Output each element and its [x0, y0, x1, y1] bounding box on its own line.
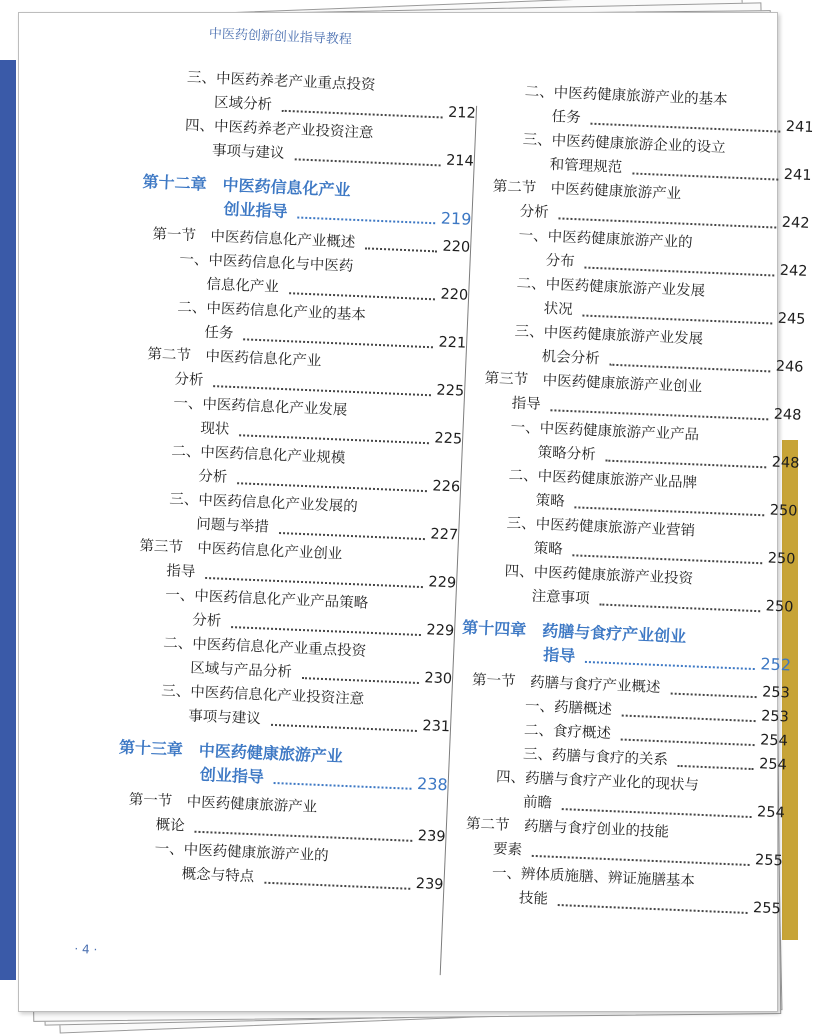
- toc-page-number: 250: [769, 502, 798, 520]
- toc-page-number: 252: [760, 654, 792, 675]
- toc-page-number: 245: [777, 310, 806, 328]
- toc-page-number: 253: [761, 684, 791, 702]
- toc-entry-title: 三、中医药信息化产业投资注意: [160, 683, 365, 708]
- toc-entry-title-continued: 创业指导: [223, 199, 288, 222]
- toc-entry-title-continued: 事项与建议: [187, 708, 262, 728]
- toc-entry-title-continued: 注意事项: [531, 588, 590, 608]
- toc-entry-title: 三、中医药健康旅游产业营销: [506, 515, 696, 540]
- toc-page-number: 212: [447, 104, 477, 122]
- dot-leader: [609, 364, 770, 373]
- dot-leader: [678, 765, 754, 770]
- toc-page-number: 254: [758, 756, 788, 774]
- page-folio: · 4 ·: [74, 941, 98, 957]
- toc-entry-title: 三、中医药健康旅游产业发展: [514, 323, 704, 348]
- toc-entry-title-continued: 概论: [155, 817, 186, 835]
- dot-leader: [301, 677, 419, 684]
- toc-entry-title-continued: 机会分析: [541, 348, 600, 368]
- toc-entry-title: 三、中医药养老产业重点投资: [186, 69, 376, 94]
- toc-chapter-entry: [461, 616, 793, 678]
- toc-entry-title-continued: 状况: [543, 300, 573, 319]
- toc-page-number: 219: [440, 208, 472, 229]
- toc-entry-title: 四、药膳与食疗产业化的现状与: [495, 769, 700, 794]
- toc-page-number: 214: [445, 152, 475, 170]
- toc-entry-title: 一、药膳概述: [524, 698, 613, 719]
- toc-entry-title-continued: 区域分析: [213, 94, 273, 114]
- toc-left-column: [118, 66, 477, 897]
- toc-page-number: 246: [775, 358, 804, 376]
- toc-entry-title-continued: 问题与举措: [196, 516, 270, 536]
- toc-entry-title: 二、中医药信息化产业的基本: [177, 299, 367, 324]
- toc-entry-title-continued: 要素: [492, 841, 523, 859]
- toc-entry-title-continued: 任务: [551, 109, 582, 127]
- toc-entry-title: 二、食疗概述: [523, 722, 612, 743]
- dot-leader: [605, 460, 766, 469]
- toc-entry-title: 第三节 中医药信息化产业创业: [139, 538, 343, 563]
- toc-entry-title: 二、中医药健康旅游产业发展: [516, 275, 706, 300]
- toc-page-number: 254: [759, 732, 789, 750]
- toc-entry-title-continued: 创业指导: [199, 764, 265, 787]
- toc-entry-title-continued: 指导: [511, 395, 541, 413]
- toc-page-number: 241: [785, 118, 814, 137]
- toc-page-number: 255: [754, 852, 784, 870]
- dot-leader: [282, 110, 443, 119]
- toc-entry-title-continued: 策略: [535, 492, 565, 510]
- toc-entry-title-continued: 分析: [174, 371, 204, 389]
- toc-chapter-entry: [117, 735, 449, 797]
- dot-leader: [632, 172, 779, 180]
- dot-leader: [297, 216, 435, 224]
- toc-entry-title-continued: 前瞻: [522, 794, 553, 812]
- toc-entry-title: 一、辨体质施膳、辨证施膳基本: [491, 865, 696, 890]
- toc-page-number: 254: [756, 804, 786, 822]
- toc-entry-title: 二、中医药健康旅游产业的基本: [524, 83, 728, 109]
- dot-leader: [270, 724, 417, 732]
- toc-entry-title-continued: 信息化产业: [206, 276, 280, 296]
- toc-entry-title: 一、中医药健康旅游产业的: [154, 841, 329, 865]
- toc-entry-title: 三、药膳与食疗的关系: [522, 746, 669, 769]
- dot-leader: [670, 693, 757, 699]
- dot-leader: [558, 904, 748, 914]
- dot-leader: [279, 532, 426, 540]
- toc-page-number: 225: [434, 430, 463, 448]
- dot-leader: [622, 715, 756, 723]
- toc-entry-title: 二、中医药健康旅游产业品牌: [508, 467, 698, 492]
- toc-entry-title: 第十四章 药膳与食疗产业创业: [461, 617, 687, 647]
- toc-page-number: 248: [773, 406, 802, 424]
- toc-page-number: 226: [432, 478, 461, 496]
- toc-page-number: 220: [440, 286, 469, 304]
- toc-entry-title: 一、中医药信息化产业发展: [173, 395, 348, 419]
- toc-entry-title: 四、中医药健康旅游产业投资: [504, 563, 694, 588]
- toc-page-number: 248: [771, 454, 800, 472]
- toc-page-number: 220: [442, 238, 471, 256]
- toc-entry-title: 第二节 中医药健康旅游产业: [492, 178, 682, 203]
- dot-leader: [274, 782, 412, 790]
- toc-entry-title: 一、中医药信息化产业产品策略: [165, 587, 369, 612]
- document-page: [18, 12, 814, 1012]
- toc-entry-title-continued: 任务: [204, 324, 234, 342]
- toc-entry-title-continued: 分布: [545, 252, 575, 271]
- toc-entry-title: 二、中医药信息化产业规模: [171, 443, 346, 467]
- dot-leader: [264, 882, 411, 890]
- toc-entry-title: 一、中医药信息化与中医药: [179, 251, 354, 275]
- toc-entry-title: 第一节 中医药健康旅游产业: [128, 791, 318, 816]
- toc-page-number: 229: [426, 622, 455, 640]
- toc-page-number: 239: [417, 828, 446, 846]
- toc-entry-title: 第二节 药膳与食疗创业的技能: [465, 816, 670, 841]
- toc-entry-title: 三、中医药健康旅游企业的设立: [522, 131, 726, 157]
- toc-entry-title: 一、中医药健康旅游产业的: [518, 227, 693, 252]
- toc-page-number: 227: [430, 526, 459, 544]
- toc-entry-title: 第二节 中医药信息化产业: [147, 346, 322, 370]
- toc-entry-title: 第三节 中医药健康旅游产业创业: [484, 370, 703, 396]
- toc-entry-title-continued: 和管理规范: [549, 157, 623, 177]
- toc-page-number: 242: [781, 214, 810, 232]
- toc-entry-title-continued: 分析: [519, 203, 550, 221]
- toc-page-number: 231: [422, 718, 451, 736]
- dot-leader: [621, 738, 755, 746]
- toc-entry-title: 四、中医药养老产业投资注意: [184, 117, 374, 142]
- toc-page-number: 250: [765, 598, 794, 616]
- toc-entry-title-continued: 策略: [533, 540, 563, 558]
- running-head: 中医药创新创业指导教程: [208, 26, 353, 48]
- dot-leader: [294, 158, 441, 166]
- toc-page-number: 255: [752, 900, 782, 918]
- toc-page-number: 225: [436, 382, 465, 400]
- toc-page-number: 230: [424, 670, 453, 688]
- toc-page-number: 239: [415, 876, 444, 894]
- toc-entry-title: 第十三章 中医药健康旅游产业: [118, 737, 344, 766]
- dot-leader: [599, 603, 760, 612]
- toc-entry-title: 三、中医药信息化产业发展的: [169, 491, 359, 516]
- toc-page-number: 238: [416, 774, 449, 795]
- toc-entry-title-continued: 现状: [200, 420, 230, 438]
- toc-entry-title: 二、中医药信息化产业重点投资: [163, 635, 367, 660]
- dot-leader: [365, 247, 437, 252]
- toc-page-number: 229: [428, 574, 457, 592]
- toc-page-number: 253: [760, 708, 790, 726]
- toc-entry-title-continued: 分析: [191, 612, 222, 630]
- toc-page-number: 241: [783, 166, 812, 184]
- toc-entry-title-continued: 指导: [542, 645, 576, 666]
- toc-chapter-entry: [141, 170, 473, 232]
- toc-entry-title-continued: 指导: [166, 563, 196, 581]
- toc-page-number: 250: [767, 550, 796, 568]
- toc-entry-title-continued: 事项与建议: [211, 142, 285, 162]
- toc-entry-title-continued: 技能: [518, 890, 549, 908]
- toc-entry-title: 第一节 中医药信息化产业概述: [152, 226, 356, 251]
- toc-page-number: 221: [438, 334, 467, 352]
- dot-leader: [585, 661, 755, 670]
- toc-page-number: 242: [779, 262, 808, 280]
- toc-entry-title: 第十二章 中医药信息化产业: [142, 171, 351, 200]
- toc-entry-title-continued: 策略分析: [537, 444, 596, 464]
- dot-leader: [289, 292, 436, 300]
- toc-entry-title-continued: 概念与特点: [181, 866, 255, 886]
- toc-entry-title: 第一节 药膳与食疗产业概述: [471, 672, 661, 697]
- toc-entry-title: 一、中医药健康旅游产业产品: [510, 419, 700, 444]
- toc-entry-title-continued: 分析: [198, 468, 228, 486]
- toc-entry-title-continued: 区域与产品分析: [189, 660, 293, 681]
